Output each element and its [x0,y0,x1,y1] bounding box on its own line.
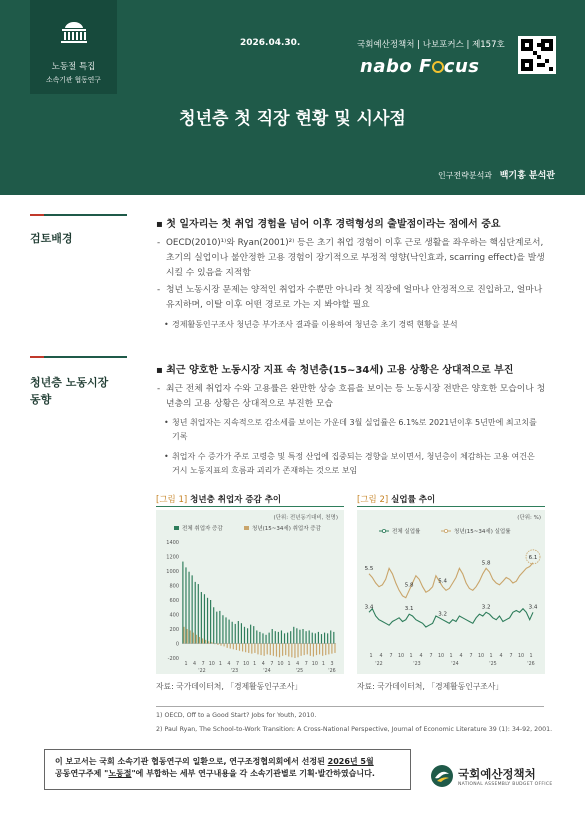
bar [260,644,261,656]
year-label: '25 [295,669,304,674]
bar [247,628,248,643]
x-tick-label: 4 [459,654,463,659]
bar [207,598,208,644]
bar [330,630,331,643]
y-tick-label: 600 [169,598,179,604]
legend-label: 청년(15~34세) 실업률 [454,529,511,535]
series-line [369,563,533,598]
x-tick-label: 1 [253,662,257,667]
bar [242,644,243,652]
section-heading: ▪ 첫 일자리는 첫 취업 경험을 넘어 이후 경력형성의 출발점이라는 점에서 중요 [156,219,501,230]
x-tick-label: 4 [296,662,300,667]
bar [213,607,214,643]
x-tick-label: 1 [449,654,453,659]
bar [306,631,307,643]
report-header [0,0,585,195]
paragraph: - 청년 노동시장 문제는 양적인 취업자 수뿐만 아니라 첫 직장에 얼마나 안정적으로 진입하고, 얼마나 유지하며, 이탈 이후 어떤 경로로 가는 지 봐야할 필요 [157,285,543,310]
bar [319,644,320,655]
footer-notice: 이 보고서는 국회 소속기관 협동연구의 일환으로, 연구조정협의회에서 선정된 2026년 5월 공동연구주제 "노동절"에 부합하는 세부 연구내용을 각 소속기관별로 기획·발간하였습니다. [44,749,411,790]
data-label: 3.2 [438,611,448,618]
bar [192,575,193,643]
x-tick-label: 7 [304,662,308,667]
legend-swatch [174,526,179,530]
footnote-rule [156,706,544,707]
bar [299,630,300,644]
author-name: 백기홍 분석관 [499,171,555,181]
bar [333,632,334,644]
bar [201,592,202,643]
bar [256,630,257,643]
year-label: '24 [451,662,459,667]
x-tick-label: 10 [311,662,318,667]
bar [214,644,215,645]
legend-label: 전체 취업자 증감 [182,526,223,532]
bar [216,612,217,644]
bar [250,625,251,644]
author [438,168,555,181]
bar [238,621,239,643]
x-tick-label: 7 [469,654,473,659]
bar [196,635,197,644]
bar [233,644,234,650]
data-label: 5.8 [404,582,414,589]
bar [202,638,203,643]
bar [195,582,196,644]
series-line [369,609,533,627]
x-tick-label: 7 [509,654,513,659]
assembly-building-icon [58,20,90,44]
bar [267,644,268,655]
y-tick-label: 800 [169,583,179,590]
bar [236,644,237,651]
bar [187,629,188,644]
bar [296,628,297,643]
bar [304,644,305,656]
bar [245,644,246,653]
x-tick-label: 1 [218,662,222,667]
bar [279,644,280,658]
employment-change-chart [156,510,344,674]
bar [254,644,255,653]
bar [276,644,277,657]
bar [310,644,311,656]
x-tick-label: 1 [184,662,188,667]
x-tick-label: 10 [277,662,284,667]
paragraph: - OECD(2010)¹⁾와 Ryan(2001)²⁾ 등은 초기 취업 경험이 이후 근로 생활을 좌우하는 핵심단계로서, 초기의 실업이나 불안정한 고용 경험이 장기적으로 부정적 영향(낙인효과, scarring effect)을 발생시킬 수 있음을 지적함 [157,238,545,278]
x-tick-label: 3 [330,662,334,667]
bar [293,627,294,644]
chart-unit: (단위: 전년동기대비, 천명) [273,515,338,521]
bar [224,644,225,647]
x-tick-label: 1 [287,662,291,667]
bar [232,622,233,644]
x-tick-label: 10 [208,662,215,667]
bar [322,644,323,656]
bar [301,644,302,656]
year-label: '22 [375,662,383,667]
footnote: 1) OECD, Off to a Good Start? Jobs for Youth, 2010. [156,712,317,719]
bar [227,644,228,648]
note: • 취업자 수 증가가 주로 고령층 및 특정 산업에 집중되는 경향을 보이면서, 청년층이 체감하는 고용 여건은 거시 노동지표의 흐름과 괴리가 존재하는 것으로 보임 [164,452,535,475]
section-label-trend: 청년층 노동시장 동향 [30,376,109,406]
x-tick-label: 7 [235,662,240,667]
bar [182,562,183,644]
publish-date: 2026.04.30. [240,38,301,48]
bar [229,620,230,644]
x-tick-label: 7 [429,654,433,659]
x-tick-label: 10 [397,654,405,659]
x-tick-label: 1 [529,654,533,659]
bar [302,629,303,644]
bar [190,630,191,643]
bar [273,644,274,656]
bar [318,632,319,644]
y-tick-label: 200 [169,627,179,633]
figure-2-chart-area [357,510,545,674]
bar [208,641,209,643]
bar [328,644,329,655]
paragraph: - 최근 전체 취업자 수와 고용률은 완만한 상승 흐름을 보이는 등 노동시장 전반은 양호한 모습이나 청년층의 고용 상황은 상대적으로 부진한 모습 [157,384,546,409]
bar [262,633,263,643]
org-name: 국회예산정책처 [458,767,536,781]
nabo-emblem-icon [430,764,454,788]
bar [288,644,289,657]
figure-1-chart-area [156,510,344,674]
bar [312,633,313,644]
section-divider [30,356,127,358]
section-label-background: 검토배경 [30,232,73,245]
legend-label: 전체 실업률 [392,529,421,535]
nabo-focus-logo: nabo F cus [360,56,480,77]
y-tick-label: 400 [169,612,179,619]
data-label: 5.8 [481,560,491,567]
note: • 청년 취업자는 지속적으로 감소세를 보이는 가운데 3월 실업률은 6.1%로 2021년이후 5년만에 최고치를 기록 [164,418,537,441]
year-label: '24 [263,669,271,674]
bar [287,633,288,644]
x-tick-label: 7 [201,662,205,667]
data-label: 3.2 [481,604,491,611]
bar [205,640,206,644]
legend-label: 청년(15~34세) 취업자 증감 [252,526,321,532]
x-tick-label: 4 [193,662,197,667]
data-label: 5.5 [364,565,374,572]
y-tick-label: 0 [175,641,179,648]
bar [284,633,285,643]
bar [275,631,276,643]
x-tick-label: 7 [389,654,393,659]
bar [257,644,258,655]
bar [198,584,199,643]
x-tick-label: 1 [489,654,493,659]
bar [278,632,279,644]
legend-swatch [244,526,249,530]
bar [219,611,220,644]
y-tick-label: 1200 [166,554,179,561]
data-label: 5.4 [438,578,448,585]
bar [241,623,242,643]
year-label: '26 [527,662,535,667]
bar [324,633,325,644]
x-tick-label: 10 [477,654,485,659]
bar [294,644,295,659]
x-tick-label: 4 [227,662,231,667]
figure-source: 자료: 국가데이터처, 「경제활동인구조사」 [156,682,303,691]
bar [325,644,326,656]
x-tick-label: 10 [243,662,250,667]
bar [183,627,184,644]
badge-subtitle: 소속기관 협동연구 [46,76,101,84]
year-label: '22 [198,669,206,674]
bar [264,644,265,656]
bar [220,644,221,646]
figure-1: [그림 1] 청년층 취업자 증감 추이 [156,495,282,505]
bar [217,644,218,645]
year-label: '25 [489,662,497,667]
bar [230,644,231,649]
bar [204,594,205,643]
y-tick-label: 1000 [166,569,179,575]
org-name-en: NATIONAL ASSEMBLY BUDGET OFFICE [458,782,553,787]
bar [270,644,271,656]
x-tick-label: 10 [437,654,445,659]
footnote: 2) Paul Ryan, The School-to-Work Transition: A Cross-National Perspective, Journal of Economic Literature 39 (1): 34-92, 2001. [156,726,553,733]
bar [307,644,308,655]
bar [253,626,254,643]
bar [269,633,270,644]
focus-dot-icon [432,61,444,73]
figure-rule [156,506,344,507]
legend-marker [444,529,447,532]
data-label: 3.1 [404,606,414,613]
bar [211,642,212,643]
figure-source: 자료: 국가데이터처, 「경제활동인구조사」 [357,682,504,691]
x-tick-label: 4 [379,654,383,659]
x-tick-label: 4 [419,654,423,659]
figure-2: [그림 2] 실업률 추이 [357,495,436,505]
nabo-logo [430,764,553,792]
bar [327,633,328,643]
data-label: 3.4 [364,604,374,611]
section-divider [30,214,127,216]
bar [222,615,223,643]
x-tick-label: 1 [409,654,413,659]
bar [331,644,332,654]
bar [290,631,291,643]
bar [188,572,189,644]
bar [316,644,317,656]
bar [225,617,226,643]
x-tick-label: 7 [270,662,274,667]
year-label: '23 [230,669,239,674]
bar [185,567,186,643]
bar [321,634,322,643]
bar [291,644,292,658]
badge-title: 노동절 특집 [51,62,96,72]
year-label: '26 [328,669,336,674]
bar [281,630,282,643]
unemployment-rate-chart [357,510,545,674]
bar [282,644,283,656]
bar [297,644,298,658]
x-tick-label: 4 [499,654,503,659]
section-heading: ▪ 최근 양호한 노동시장 지표 속 청년층(15~34세) 고용 상황은 상대적으로 부진 [156,365,514,376]
bar [193,633,194,644]
x-tick-label: 10 [517,654,525,659]
bar [244,627,245,644]
figure-rule [357,506,545,507]
bar [309,630,310,643]
bar [239,644,240,651]
data-label: 3.4 [528,604,538,611]
bar [235,624,236,644]
year-label: '23 [413,662,421,667]
chart-unit: (단위: %) [517,515,541,521]
bar [313,644,314,657]
bar [285,644,286,656]
note: • 경제활동인구조사 청년층 부가조사 결과를 이용하여 청년층 초기 경력 현황을 분석 [164,320,458,329]
bar [210,600,211,644]
special-issue-badge [30,0,117,94]
data-label: 6.1 [528,554,538,561]
bar [315,633,316,643]
report-title: 청년층 첫 직장 현황 및 시사점 [179,109,406,129]
x-tick-label: 4 [261,662,265,667]
bar [334,644,335,653]
bar [272,629,273,644]
series-info: 국회예산정책처 | 나보포커스 | 제157호 [357,40,505,50]
qr-code[interactable] [518,36,556,74]
bar [199,637,200,644]
legend-marker [382,529,385,532]
author-dept: 인구전략분석과 [437,171,493,180]
bar [248,644,249,653]
bar [259,632,260,644]
qr-code-icon [521,39,553,71]
y-tick-label: -200 [167,656,179,662]
x-tick-label: 1 [369,654,373,659]
y-tick-label: 1400 [166,540,179,546]
x-tick-label: 1 [321,662,325,667]
bar [265,635,266,644]
bar [251,644,252,654]
